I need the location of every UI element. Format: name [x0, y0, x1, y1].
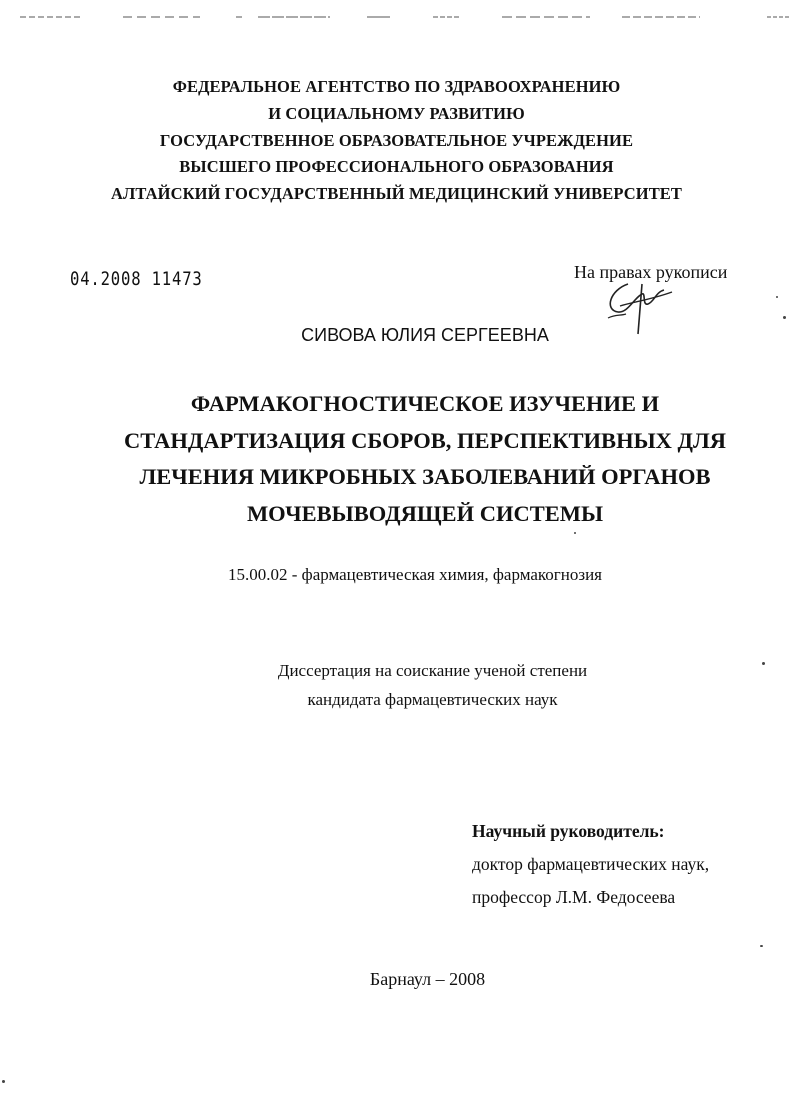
header-line-2: И СОЦИАЛЬНОМУ РАЗВИТИЮ: [268, 103, 525, 123]
scan-speck: [762, 662, 765, 665]
title-line-1: ФАРМАКОГНОСТИЧЕСКОЕ ИЗУЧЕНИЕ И: [190, 391, 660, 416]
scan-speck: [783, 316, 786, 319]
title-line-2: СТАНДАРТИЗАЦИЯ СБОРОВ, ПЕРСПЕКТИВНЫХ ДЛЯ: [123, 427, 727, 453]
advisor-name: профессор Л.М. Федосеева: [472, 886, 676, 907]
header-line-4: ВЫСШЕГО ПРОФЕССИОНАЛЬНОГО ОБРАЗОВАНИЯ: [179, 157, 614, 177]
title-line-3: ЛЕЧЕНИЯ МИКРОБНЫХ ЗАБОЛЕВАНИЙ ОРГАНОВ: [139, 464, 711, 489]
advisor-heading: Научный руководитель:: [472, 821, 665, 841]
header-line-5: АЛТАЙСКИЙ ГОСУДАРСТВЕННЫЙ МЕДИЦИНСКИЙ УНИВЕРСИТЕТ: [110, 184, 683, 204]
degree-line-2: кандидата фармацевтических наук: [307, 689, 558, 709]
header-line-3: ГОСУДАРСТВЕННОЕ ОБРАЗОВАТЕЛЬНОЕ УЧРЕЖДЕНИЕ: [159, 130, 634, 150]
scan-speck: [2, 1080, 5, 1083]
place-and-year: Барнаул – 2008: [369, 969, 486, 989]
degree-line-1: Диссертация на соискание ученой степени: [277, 661, 588, 680]
scan-speck: [776, 296, 778, 298]
header-line-1: ФЕДЕРАЛЬНОЕ АГЕНТСТВО ПО ЗДРАВООХРАНЕНИЮ: [172, 77, 621, 96]
degree-statement: [0, 657, 793, 714]
specialty-code: 15.00.02 - фармацевтическая химия, фармакогнозия: [228, 565, 602, 584]
registration-stamp-number: 04.2008 11473: [70, 268, 203, 290]
advisor-degree: доктор фармацевтических наук,: [472, 853, 710, 874]
institution-header: [0, 74, 793, 208]
scientific-advisor: [472, 815, 709, 913]
thesis-title: [0, 386, 793, 532]
author-name: СИВОВА ЮЛИЯ СЕРГЕЕВНА: [301, 325, 549, 345]
title-line-4: МОЧЕВЫВОДЯЩЕЙ СИСТЕМЫ: [246, 500, 604, 526]
scan-speck: [760, 945, 763, 947]
scan-artifact-line: [0, 14, 793, 20]
scan-speck: [574, 532, 576, 534]
manuscript-rights-label: На правах рукописи: [574, 262, 728, 282]
